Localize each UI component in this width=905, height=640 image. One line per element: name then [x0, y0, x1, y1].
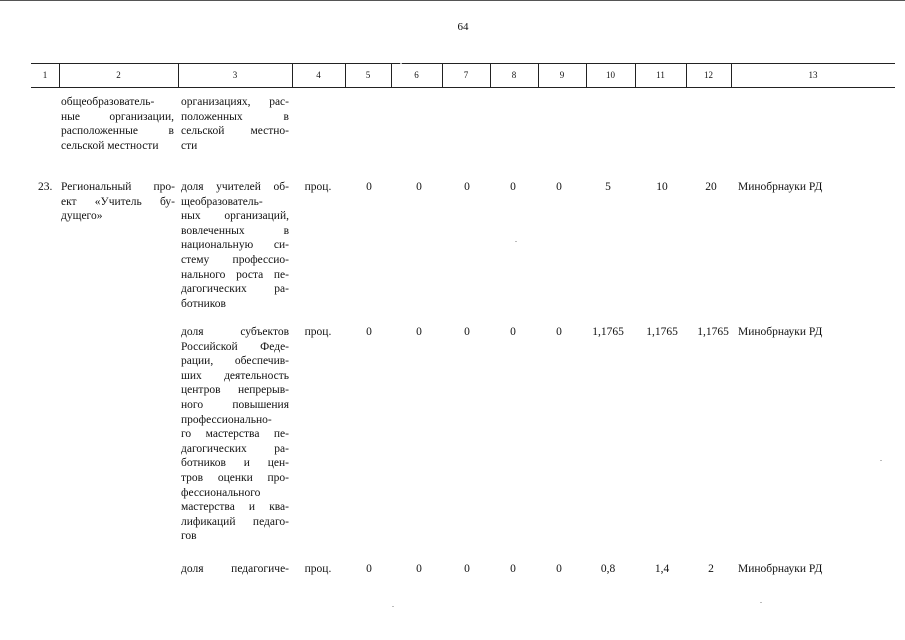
indicator-1-value-6: 0: [416, 181, 422, 193]
table-header-row: [31, 63, 895, 88]
indicator-1-value-11: 10: [656, 181, 668, 193]
indicator-2-value-12: 1,1765: [697, 326, 729, 338]
indicator-1-value-9: 0: [556, 181, 562, 193]
indicator-2-value-6: 0: [416, 326, 422, 338]
indicator-3-text: доля педагогиче-: [181, 563, 289, 575]
scan-speck: [392, 606, 394, 607]
indicator-1-value-5: 0: [366, 181, 372, 193]
indicator-3-value-8: 0: [510, 563, 516, 575]
header-col-6: 6: [414, 70, 419, 80]
page-top-border: [0, 0, 905, 1]
indicator-1-value-12: 20: [705, 181, 717, 193]
row-number: 23.: [38, 181, 53, 193]
indicator-3-value-5: 0: [366, 563, 372, 575]
project-name: Региональный про- ект «Учитель бу- дущего»: [61, 181, 175, 223]
scan-speck: [880, 460, 882, 461]
continuation-col3-text: организациях, рас- положенных в сельской местно- сти: [181, 96, 289, 152]
indicator-2-text: доля субъектов Российской Феде- рации, обеспечив- ших деятельность центров непрерыв- ного повышения профессионально- го мастерства пе- дагогических ра- ботников и цен- тров оценки про- фессионального мастерства и ква- лификаций педаго- гов: [181, 326, 289, 543]
indicator-2-unit: проц.: [304, 326, 332, 338]
header-col-2: 2: [116, 70, 121, 80]
indicator-2-value-8: 0: [510, 326, 516, 338]
indicator-2-value-9: 0: [556, 326, 562, 338]
continuation-col2-text: общеобразователь- ные организации, расположенные в сельской местности: [61, 96, 174, 152]
page-number: 64: [457, 21, 469, 33]
indicator-3-responsible: Минобрнауки РД: [738, 563, 823, 575]
indicator-1-value-8: 0: [510, 181, 516, 193]
indicator-2-responsible: Минобрнауки РД: [738, 326, 823, 338]
indicator-3-value-10: 0,8: [600, 563, 616, 575]
indicator-1-unit: проц.: [304, 181, 332, 193]
indicator-3-value-11: 1,4: [654, 563, 670, 575]
indicator-2-value-7: 0: [464, 326, 470, 338]
indicator-2-value-10: 1,1765: [592, 326, 624, 338]
header-col-10: 10: [606, 70, 615, 80]
indicator-1-value-10: 5: [605, 181, 611, 193]
header-col-13: 13: [808, 70, 818, 80]
header-col-5: 5: [365, 70, 371, 80]
header-col-3: 3: [232, 70, 238, 80]
header-col-11: 11: [656, 70, 665, 80]
indicator-3-value-6: 0: [416, 563, 422, 575]
scan-speck: [400, 63, 402, 64]
indicator-1-value-7: 0: [464, 181, 470, 193]
indicator-2-value-11: 1,1765: [646, 326, 678, 338]
indicator-3-value-7: 0: [464, 563, 470, 575]
indicator-3-unit: проц.: [304, 563, 332, 575]
header-col-1: 1: [42, 70, 48, 80]
indicator-1-responsible: Минобрнауки РД: [738, 181, 823, 193]
indicator-3-value-9: 0: [556, 563, 562, 575]
header-col-4: 4: [316, 70, 321, 80]
indicator-2-value-5: 0: [366, 326, 372, 338]
header-col-12: 12: [704, 70, 713, 80]
scan-speck: [760, 602, 762, 603]
header-col-7: 7: [463, 70, 469, 80]
indicator-1-text: доля учителей об- щеобразователь- ных организаций, вовлеченных в национальную си- стему профессио- нального роста пе- дагогических ра- ботников: [181, 181, 289, 310]
scan-speck: [515, 241, 517, 242]
header-col-8: 8: [511, 70, 517, 80]
header-col-9: 9: [559, 70, 565, 80]
indicator-3-value-12: 2: [708, 563, 714, 575]
